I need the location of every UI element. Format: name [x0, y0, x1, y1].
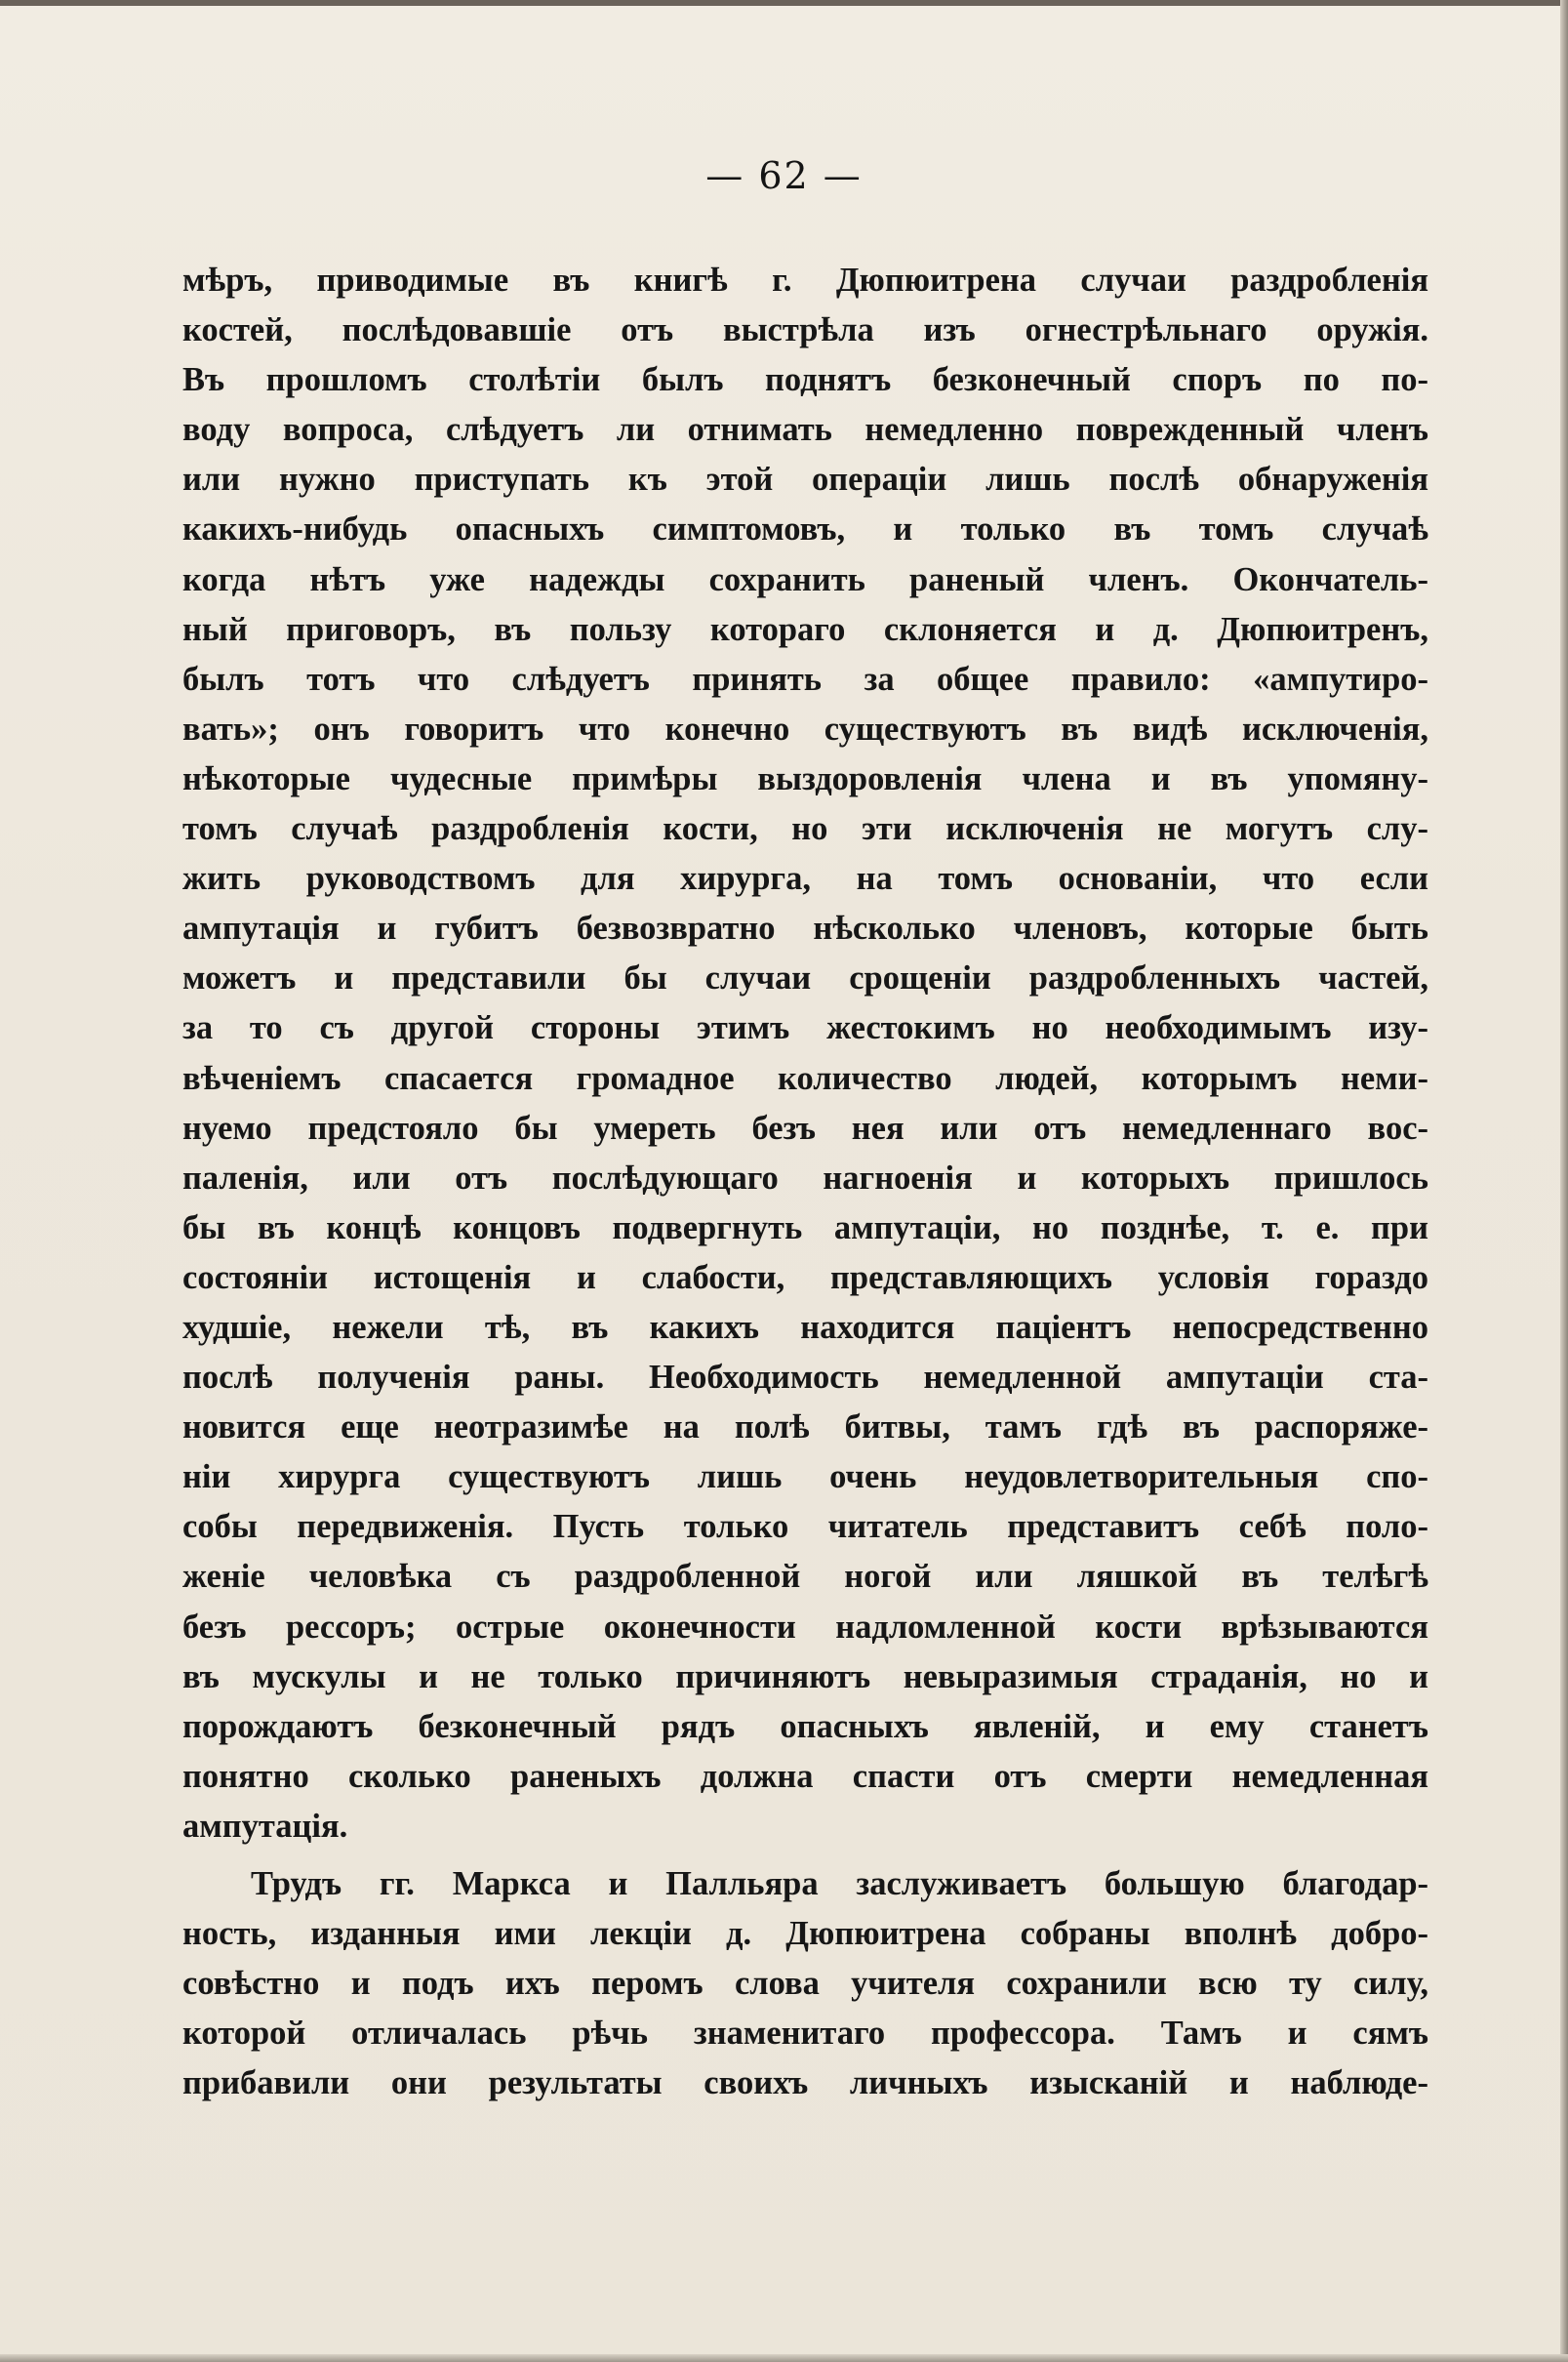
body-text	[182, 256, 1428, 2108]
text-line: вѣченіемъ спасается громадное количество людей, которымъ неми-	[182, 1059, 1428, 1097]
text-line: костей, послѣдовавшіе отъ выстрѣла изъ огнестрѣльнаго оружія.	[182, 311, 1428, 349]
text-line: какихъ-нибудь опасныхъ симптомовъ, и только въ томъ случаѣ	[182, 510, 1428, 549]
text-line: состояніи истощенія и слабости, представляющихъ условія гораздо	[182, 1258, 1428, 1296]
page-bottom-edge	[0, 2354, 1568, 2362]
text-line: нуемо предстояло бы умереть безъ нея или отъ немедленнаго вос-	[182, 1109, 1428, 1147]
text-line: Въ прошломъ столѣтіи былъ поднятъ безконечный споръ по по-	[182, 361, 1428, 399]
text-line: которой отличалась рѣчь знаменитаго профессора. Тамъ и сямъ	[182, 2015, 1428, 2053]
text-line: ампутація.	[182, 1807, 348, 1845]
text-line: ный приговоръ, въ пользу котораго склоняется и д. Дюпюитренъ,	[182, 610, 1428, 648]
text-line: вать»; онъ говоритъ что конечно существуютъ въ видѣ исключенія,	[182, 710, 1428, 748]
text-line: худшіе, нежели тѣ, въ какихъ находится паціентъ непосредственно	[182, 1308, 1428, 1346]
text-line: нѣкоторые чудесные примѣры выздоровленія члена и въ упомяну-	[182, 759, 1428, 797]
text-line: женіе человѣка съ раздробленной ногой или ляшкой въ телѣгѣ	[182, 1558, 1428, 1596]
page-top-edge	[0, 0, 1568, 6]
text-line: послѣ полученія раны. Необходимость немедленной ампутаціи ста-	[182, 1359, 1428, 1397]
text-line: порождаютъ безконечный рядъ опасныхъ явленій, и ему станетъ	[182, 1707, 1428, 1745]
text-line: Трудъ гг. Маркса и Палльяра заслуживаетъ большую благодар-	[251, 1865, 1428, 1902]
text-line: новится еще неотразимѣе на полѣ битвы, тамъ гдѣ въ распоряже-	[182, 1408, 1428, 1446]
page-number: — 62 —	[705, 154, 863, 197]
text-line: когда нѣтъ уже надежды сохранить раненый членъ. Окончатель-	[182, 560, 1428, 598]
text-line: собы передвиженія. Пусть только читатель представитъ себѣ поло-	[182, 1508, 1428, 1546]
page-right-edge	[1560, 0, 1568, 2362]
paragraph-gap	[182, 1852, 1428, 1859]
text-line: бы въ концѣ концовъ подвергнуть ампутаціи, но позднѣе, т. е. при	[182, 1208, 1428, 1246]
text-line: или нужно приступать къ этой операціи лишь послѣ обнаруженія	[182, 461, 1428, 499]
text-line: въ мускулы и не только причиняютъ невыразимыя страданія, но и	[182, 1657, 1428, 1695]
text-line: ніи хирурга существуютъ лишь очень неудовлетворительныя спо-	[182, 1458, 1428, 1496]
text-line: можетъ и представили бы случаи срощеніи раздробленныхъ частей,	[182, 959, 1428, 998]
text-line: за то съ другой стороны этимъ жестокимъ но необходимымъ изу-	[182, 1009, 1428, 1047]
text-line: ность, изданныя ими лекціи д. Дюпюитрена собраны вполнѣ добро-	[182, 1915, 1428, 1953]
text-line: безъ рессоръ; острые оконечности надломленной кости врѣзываются	[182, 1608, 1428, 1646]
text-line: совѣстно и подъ ихъ перомъ слова учителя сохранили всю ту силу,	[182, 1965, 1428, 2003]
paragraph	[182, 1859, 1428, 2108]
paragraph	[182, 256, 1428, 1852]
text-line: понятно сколько раненыхъ должна спасти отъ смерти немедленная	[182, 1757, 1428, 1795]
text-line: прибавили они результаты своихъ личныхъ изысканій и наблюде-	[182, 2064, 1428, 2102]
text-line: жить руководствомъ для хирурга, на томъ основаніи, что если	[182, 860, 1428, 898]
text-line: ампутація и губитъ безвозвратно нѣсколько членовъ, которые быть	[182, 910, 1428, 948]
text-line: воду вопроса, слѣдуетъ ли отнимать немедленно поврежденный членъ	[182, 411, 1428, 449]
text-line: паленія, или отъ послѣдующаго нагноенія и которыхъ пришлось	[182, 1159, 1428, 1197]
text-line: томъ случаѣ раздробленія кости, но эти исключенія не могутъ слу-	[182, 810, 1428, 848]
text-line: былъ тотъ что слѣдуетъ принять за общее правило: «ампутиро-	[182, 660, 1428, 698]
text-line: мѣръ, приводимые въ книгѣ г. Дюпюитрена случаи раздробленія	[182, 262, 1428, 299]
